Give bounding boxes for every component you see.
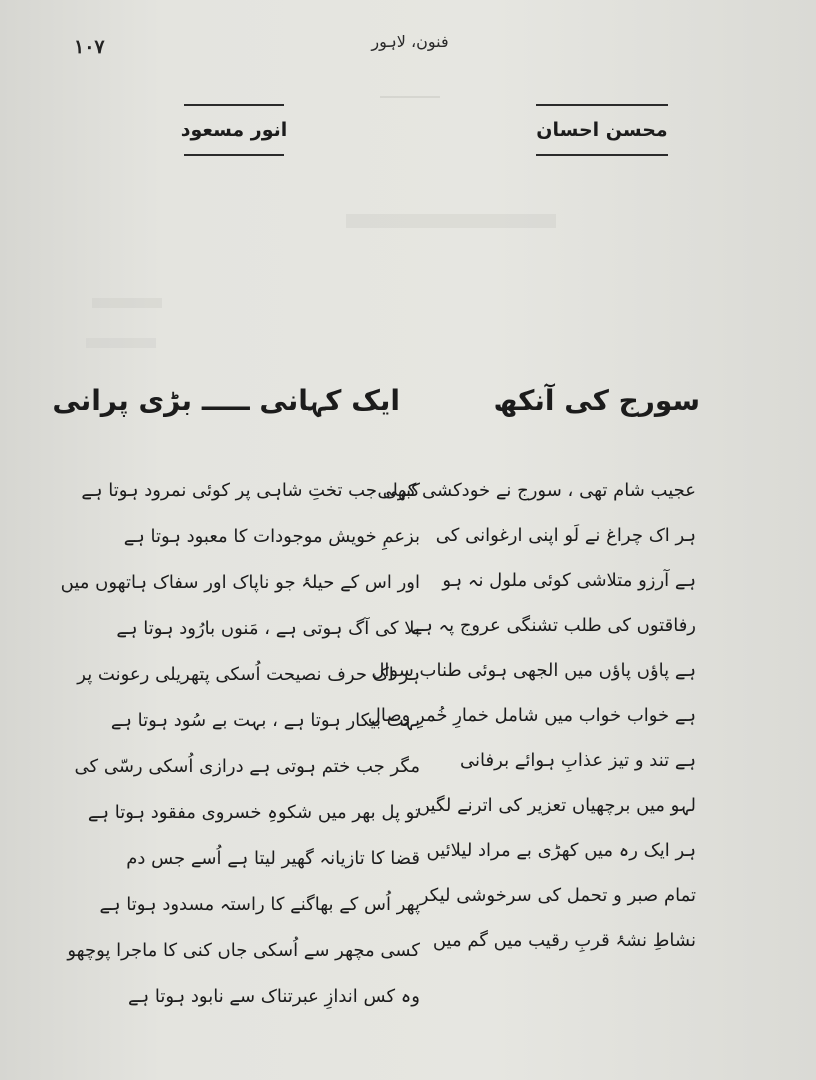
verse-line: کسی مچھر سے اُسکی جاں کنی کا ماجرا پوچھو bbox=[67, 940, 420, 961]
verse-line: ہے خواب خواب میں شامل خمارِ خُمرِ وصال bbox=[367, 705, 696, 726]
page-number: ۱۰۷ bbox=[74, 36, 105, 58]
bleed-through-mark bbox=[92, 298, 162, 308]
author-rule-bottom bbox=[184, 154, 284, 156]
author-rule-top bbox=[536, 104, 668, 106]
bleed-through-mark bbox=[86, 338, 156, 348]
verse-line: بلا کی آگ ہوتی ہے ، مَنوں بارُود ہوتا ہے bbox=[116, 618, 420, 639]
verse-line: ہر اک حرف نصیحت اُسکی پتھریلی رعونت پر bbox=[77, 664, 420, 685]
verse-line: ہے تند و تیز عذابِ ہوائے برفانی bbox=[460, 750, 696, 771]
verse-line: بزعمِ خویش موجودات کا معبود ہوتا ہے bbox=[123, 526, 420, 547]
verse-line: ہر اک چراغ نے لَو اپنی ارغوانی کی bbox=[435, 525, 696, 546]
verse-line: بہت بیکار ہوتا ہے ، بہت بے سُود ہوتا ہے bbox=[110, 710, 420, 731]
journal-title: فنون، لاہور bbox=[371, 32, 449, 51]
verse-line: وہ کس اندازِ عبرتناک سے نابود ہوتا ہے bbox=[128, 986, 420, 1007]
verse-line: قضا کا تازیانہ گھیر لیتا ہے اُسے جس دم bbox=[126, 848, 420, 869]
verse-line: مگر جب ختم ہوتی ہے درازی اُسکی رسّی کی bbox=[74, 756, 420, 777]
bleed-through-mark bbox=[380, 96, 440, 98]
author-name-right: محسن احسان bbox=[536, 119, 668, 141]
poem-title-left: ایک کہانی ـــــ بڑی پرانی bbox=[52, 384, 400, 417]
verse-line: کبھی جب تختِ شاہی پر کوئی نمرود ہوتا ہے bbox=[81, 480, 420, 501]
verse-line: لہو میں برچھیاں تعزیر کی اترنے لگیں bbox=[416, 795, 696, 816]
verse-line: اور اس کے حیلۂ جو ناپاک اور سفاک ہاتھوں میں bbox=[60, 572, 420, 593]
author-name-left: انور مسعود bbox=[180, 119, 288, 141]
poem-title-right: سورج کی آنکھ bbox=[493, 384, 700, 417]
bleed-through-mark bbox=[346, 214, 556, 228]
verse-line: ہر ایک رہ میں کھڑی بے مراد لیلائیں bbox=[426, 840, 696, 861]
verse-line: رفاقتوں کی طلب تشنگی عروج پہ ہے bbox=[411, 615, 696, 636]
verse-line: پھر اُس کے بھاگنے کا راستہ مسدود ہوتا ہے bbox=[99, 894, 420, 915]
verse-line: ہے آرزو متلاشی کوئی ملول نہ ہو bbox=[442, 570, 696, 591]
verse-line: تو پل بھر میں شکوہِ خسروی مفقود ہوتا ہے bbox=[87, 802, 420, 823]
verse-line: عجیب شام تھی ، سورج نے خودکشی کرلی bbox=[377, 480, 696, 501]
author-rule-bottom bbox=[536, 154, 668, 156]
verse-line: نشاطِ نشۂ قربِ رقیب میں گم میں bbox=[432, 930, 696, 951]
author-rule-top bbox=[184, 104, 284, 106]
author-box-left bbox=[180, 104, 288, 156]
verse-line: ہے پاؤں پاؤں میں الجھی ہوئی طناب سوال bbox=[371, 660, 696, 681]
author-box-right bbox=[536, 104, 668, 156]
verse-line: تمام صبر و تحمل کی سرخوشی لیکر bbox=[419, 885, 696, 906]
